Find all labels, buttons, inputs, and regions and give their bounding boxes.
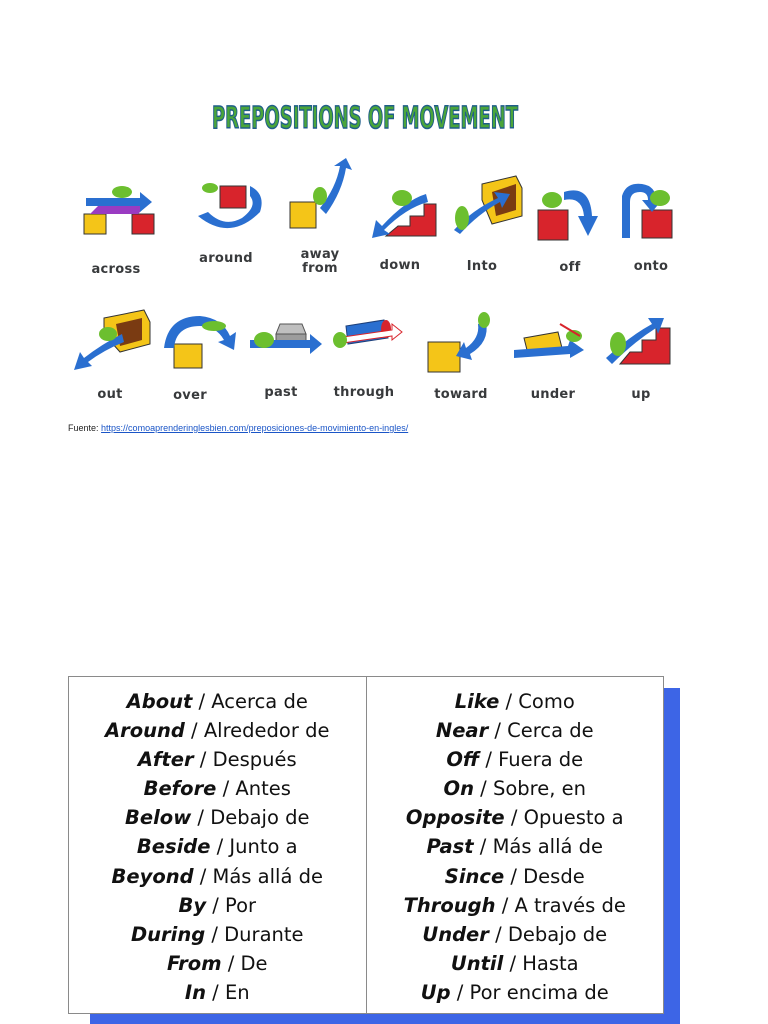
spanish-word: Por: [225, 893, 257, 917]
vocab-row: Opposite / Opuesto a: [405, 806, 624, 830]
vocab-row: From / De: [167, 951, 268, 975]
vocab-row: Under / Debajo de: [422, 922, 608, 946]
tile-label-across: across: [91, 262, 141, 277]
vocab-row: Until / Hasta: [450, 951, 579, 975]
spanish-word: Por encima de: [469, 980, 609, 1004]
vocab-row: Past / Más allá de: [426, 835, 604, 859]
tile-label-into: Into: [466, 259, 498, 274]
tile-off: [534, 178, 614, 256]
spanish-word: Durante: [224, 922, 304, 946]
spanish-word: Debajo de: [507, 922, 608, 946]
vocab-row: During / Durante: [130, 922, 304, 946]
vocabulary-column-right: [366, 677, 664, 1013]
tile-across: [80, 178, 160, 256]
vocab-row: Through / A través de: [403, 893, 626, 917]
tile-label-through: through: [333, 385, 395, 400]
vocab-row: Up / Por encima de: [420, 980, 609, 1004]
english-word: Until: [450, 951, 504, 975]
vocab-row: About / Acerca de: [126, 690, 308, 713]
spanish-word: Opuesto a: [523, 806, 624, 830]
vocab-row: Near / Cerca de: [435, 719, 594, 743]
spanish-word: Más allá de: [212, 864, 323, 888]
vocab-row: By / Por: [178, 893, 257, 917]
english-word: Off: [446, 748, 480, 772]
spanish-word: Después: [212, 748, 297, 772]
tile-toward: [422, 308, 502, 386]
english-word: Up: [420, 980, 451, 1004]
english-word: During: [130, 922, 206, 946]
tile-out: [72, 304, 152, 382]
spanish-word: Sobre, en: [492, 777, 586, 801]
english-word: Past: [426, 835, 474, 859]
tile-down: [366, 180, 446, 258]
english-word: Near: [435, 719, 489, 743]
english-word: In: [184, 980, 206, 1004]
tile-label-under: under: [530, 387, 576, 402]
tile-label-over: over: [173, 388, 207, 403]
spanish-word: Como: [518, 690, 575, 713]
spanish-word: Junto a: [229, 835, 298, 859]
vocab-row: Around / Alrededor de: [105, 719, 330, 743]
spanish-word: Acerca de: [211, 690, 308, 713]
spanish-word: Desde: [523, 864, 585, 888]
vocabulary-column-left: [69, 677, 366, 1013]
tile-around: [190, 172, 270, 250]
vocab-row: Off / Fuera de: [446, 748, 584, 772]
vocab-row: Since / Desde: [444, 864, 585, 888]
tile-label-off: off: [559, 260, 581, 275]
tile-label-toward: toward: [434, 387, 488, 402]
spanish-word: Más allá de: [492, 835, 604, 859]
tile-label-onto: onto: [633, 259, 669, 274]
english-word: About: [126, 690, 193, 713]
vocab-row: After / Después: [137, 748, 297, 772]
source-prefix: Fuente:: [68, 423, 99, 433]
spanish-word: En: [224, 980, 250, 1004]
spanish-word: Debajo de: [210, 806, 310, 830]
vocab-row: Like / Como: [454, 690, 575, 713]
tile-label-away-from: away from: [300, 247, 340, 276]
english-word: Under: [422, 922, 489, 946]
tile-into: [446, 170, 526, 248]
english-word: Opposite: [405, 806, 505, 830]
vocab-row: Beside / Junto a: [136, 835, 298, 859]
spanish-word: Cerca de: [507, 719, 594, 743]
english-word: Since: [444, 864, 505, 888]
spanish-word: Fuera de: [498, 748, 584, 772]
vocab-row: On / Sobre, en: [443, 777, 586, 801]
tile-past: [246, 306, 326, 384]
tile-through: [326, 308, 406, 386]
spanish-word: De: [240, 951, 268, 975]
tile-label-up: up: [631, 387, 651, 402]
english-word: Beyond: [111, 864, 194, 888]
source-link[interactable]: https://comoaprenderinglesbien.com/preposiciones-de-movimiento-en-ingles/: [101, 423, 409, 433]
tile-onto: [612, 176, 692, 254]
english-word: From: [167, 951, 222, 975]
tile-label-down: down: [379, 258, 421, 273]
tile-label-past: past: [264, 385, 298, 400]
english-word: After: [137, 748, 194, 772]
tile-label-around: around: [199, 251, 253, 266]
english-word: By: [178, 893, 207, 917]
tile-up: [600, 306, 680, 384]
spanish-word: Alrededor de: [203, 719, 330, 743]
vocab-row: Beyond / Más allá de: [111, 864, 323, 888]
english-word: Below: [125, 806, 192, 830]
tile-over: [160, 308, 240, 386]
tile-label-out: out: [97, 387, 123, 402]
vocabulary-table: [68, 676, 664, 1014]
english-word: Beside: [136, 835, 211, 859]
poster-title-text: PREPOSITIONS OF MOVEMENT: [212, 101, 519, 136]
spanish-word: A través de: [514, 893, 626, 917]
english-word: Through: [403, 893, 496, 917]
spanish-word: Hasta: [522, 951, 579, 975]
english-word: Like: [454, 690, 500, 713]
english-word: Before: [143, 777, 217, 801]
tile-away-from: [284, 158, 364, 236]
spanish-word: Antes: [235, 777, 291, 801]
vocab-row: Before / Antes: [143, 777, 291, 801]
vocab-row: Below / Debajo de: [125, 806, 310, 830]
poster-title: [208, 88, 522, 144]
vocab-row: In / En: [184, 980, 250, 1004]
english-word: Around: [105, 719, 185, 743]
source-line: [68, 423, 408, 433]
tile-under: [510, 310, 590, 388]
english-word: On: [443, 777, 474, 801]
